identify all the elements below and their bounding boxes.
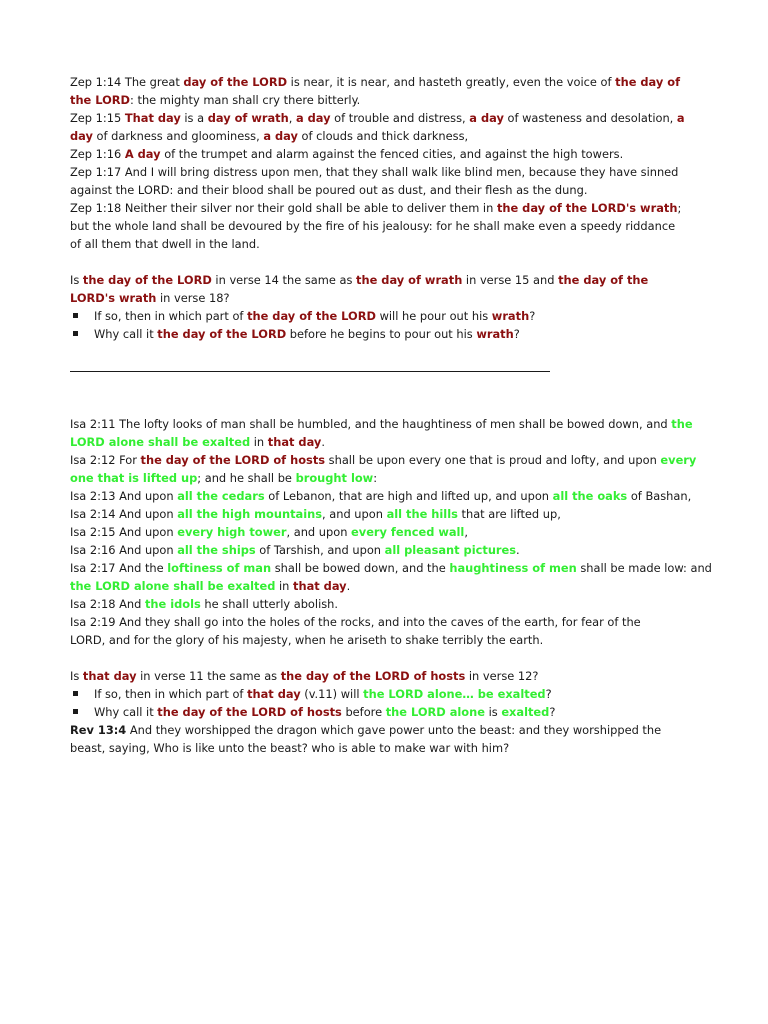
verse-text: of the trumpet and alarm against the fenced cities, and against the high towers. — [160, 147, 624, 161]
highlight-red-text: that day — [267, 435, 322, 449]
highlight-green-text: the LORD alone shall be exalted — [70, 579, 276, 593]
highlight-red-text: the day of wrath — [356, 273, 463, 287]
highlight-green-text: every high tower — [177, 525, 287, 539]
verse-text: , — [288, 111, 296, 125]
highlight-red-text: a day — [469, 111, 504, 125]
verse-text: Isa 2:13 And upon — [70, 489, 178, 503]
highlight-red-text: the day of the LORD — [82, 273, 212, 287]
verse-text: of Tarshish, and upon — [255, 543, 385, 557]
verse-text: in verse 11 the same as — [136, 669, 281, 683]
verse-text: Isa 2:19 And they shall go into the holes of the rocks, and into the caves of the earth, for fear of the — [70, 615, 641, 629]
verse-text: is near, it is near, and hasteth greatly, even the voice of — [287, 75, 616, 89]
verse-text: in — [250, 435, 268, 449]
text-line — [70, 559, 712, 577]
highlight-green-text: the — [671, 417, 693, 431]
verse-text: in verse 12? — [465, 669, 539, 683]
verse-text: that are lifted up, — [457, 507, 561, 521]
verse-text: : — [373, 471, 378, 485]
highlight-red-text: a — [676, 111, 685, 125]
verse-text: of all them that dwell in the land. — [70, 237, 260, 251]
verse-text: ? — [545, 687, 552, 701]
text-line — [70, 289, 706, 307]
verse-text: And they worshipped the dragon which gave power unto the beast: and they worshipped the — [126, 723, 662, 737]
bullet-item — [70, 685, 706, 703]
verse-text: of Bashan, — [627, 489, 692, 503]
highlight-red-text: day of wrath — [207, 111, 289, 125]
verse-text: Zep 1:18 Neither their silver nor their gold shall be able to deliver them in — [70, 201, 497, 215]
verse-text: Is — [70, 669, 83, 683]
text-line — [70, 613, 706, 631]
highlight-green-text: one that is lifted up — [70, 471, 198, 485]
verse-text: , and upon — [286, 525, 352, 539]
verse-text: . — [516, 543, 520, 557]
highlight-red-text: that day — [82, 669, 137, 683]
verse-text: before he begins to pour out his — [286, 327, 477, 341]
verse-text: , — [464, 525, 468, 539]
verse-text: will he pour out his — [375, 309, 492, 323]
verse-text: is a — [180, 111, 208, 125]
highlight-red-text: that day — [293, 579, 347, 593]
text-line — [70, 127, 706, 145]
verse-text: . — [346, 579, 351, 593]
bullet-item — [70, 325, 706, 343]
highlight-red-text: wrath — [476, 327, 514, 341]
highlight-red-text: the day of the LORD's wrath — [496, 201, 678, 215]
highlight-red-text: the LORD — [70, 93, 131, 107]
text-line — [70, 73, 706, 91]
highlight-green-text: loftiness of man — [167, 561, 272, 575]
text-line — [70, 541, 706, 559]
text-line — [70, 739, 706, 757]
highlight-green-text: the LORD alone — [385, 705, 485, 719]
verse-text: ? — [549, 705, 556, 719]
verse-text: (v.11) will — [300, 687, 364, 701]
verse-text: ? — [529, 309, 536, 323]
highlight-green-text: all pleasant pictures — [384, 543, 517, 557]
highlight-red-text: That day — [124, 111, 181, 125]
text-line — [70, 667, 706, 685]
verse-text: Is — [70, 273, 83, 287]
verse-text: of wasteness and desolation, — [503, 111, 677, 125]
verse-text: , and upon — [322, 507, 387, 521]
text-line — [70, 199, 706, 217]
highlight-green-text: every — [660, 453, 697, 467]
verse-text: ; and he shall be — [197, 471, 296, 485]
text-line — [70, 145, 706, 163]
bullet-item — [70, 703, 706, 721]
verse-text: in verse 14 the same as — [211, 273, 357, 287]
text-line — [70, 595, 706, 613]
verse-text: Isa 2:12 For — [70, 453, 141, 467]
text-line — [70, 163, 706, 181]
verse-text: Why call it — [94, 705, 158, 719]
verse-text: Zep 1:16 — [70, 147, 125, 161]
text-line — [70, 109, 706, 127]
verse-text: If so, then in which part of — [94, 687, 248, 701]
text-line — [70, 91, 706, 109]
highlight-red-text: LORD's wrath — [70, 291, 157, 305]
verse-text: ; — [677, 201, 682, 215]
highlight-green-text: all the ships — [177, 543, 256, 557]
text-line — [70, 721, 706, 739]
highlight-red-text: day of the LORD — [183, 75, 288, 89]
verse-text: of trouble and distress, — [330, 111, 470, 125]
highlight-green-text: every fenced wall — [351, 525, 465, 539]
verse-text: Zep 1:17 And I will bring distress upon men, that they shall walk like blind men, because they have sinned — [70, 165, 679, 179]
verse-text: of clouds and thick darkness, — [297, 129, 469, 143]
highlight-red-text: a day — [295, 111, 331, 125]
blank-line — [70, 253, 706, 271]
verse-text: LORD, and for the glory of his majesty, when he ariseth to shake terribly the earth. — [70, 633, 544, 647]
verse-text: against the LORD: and their blood shall be poured out as dust, and their flesh as the dung. — [70, 183, 588, 197]
verse-text: Isa 2:14 And upon — [70, 507, 178, 521]
highlight-red-text: a day — [263, 129, 298, 143]
verse-text: ? — [513, 327, 520, 341]
separator-block — [70, 343, 706, 415]
highlight-red-text: the day of the LORD of hosts — [140, 453, 326, 467]
verse-text: is — [484, 705, 502, 719]
bullet-item — [70, 307, 706, 325]
highlight-green-text: haughtiness of men — [449, 561, 577, 575]
highlight-red-text: the day of the — [558, 273, 649, 287]
verse-text: but the whole land shall be devoured by the fire of his jealousy: for he shall make even a speedy riddance — [70, 219, 676, 233]
verse-text: Isa 2:17 And the — [70, 561, 168, 575]
verse-text: in verse 18? — [156, 291, 230, 305]
verse-text: in — [275, 579, 294, 593]
text-line — [70, 631, 706, 649]
verse-text: Isa 2:15 And upon — [70, 525, 178, 539]
text-line — [70, 523, 706, 541]
highlight-green-text: the idols — [144, 597, 201, 611]
text-line — [70, 181, 706, 199]
highlight-green-text: all the hills — [386, 507, 458, 521]
highlight-green-text: exalted — [501, 705, 550, 719]
verse-text: before — [341, 705, 386, 719]
highlight-green-text: all the oaks — [552, 489, 628, 503]
text-line — [70, 469, 706, 487]
highlight-red-text: the day of the LORD of hosts — [157, 705, 342, 719]
verse-text: Isa 2:11 The lofty looks of man shall be humbled, and the haughtiness of men shall be bowed down, and — [70, 417, 672, 431]
verse-text: he shall utterly abolish. — [200, 597, 339, 611]
highlight-green-text: brought low — [295, 471, 374, 485]
verse-text: shall be upon every one that is proud and lofty, and upon — [325, 453, 661, 467]
highlight-red-text: the day of the LORD of hosts — [280, 669, 466, 683]
highlight-red-text: wrath — [491, 309, 530, 323]
verse-text: shall be bowed down, and the — [271, 561, 450, 575]
verse-text: shall be made low: and — [576, 561, 712, 575]
highlight-red-text: that day — [247, 687, 301, 701]
verse-text: Zep 1:15 — [70, 111, 125, 125]
verse-text: If so, then in which part of — [94, 309, 248, 323]
text-line — [70, 271, 706, 289]
verse-text: Isa 2:16 And upon — [70, 543, 178, 557]
text-line — [70, 577, 706, 595]
text-line — [70, 415, 706, 433]
verse-text: Why call it — [94, 327, 158, 341]
verse-text: in verse 15 and — [462, 273, 559, 287]
verse-text: . — [321, 435, 325, 449]
blank-line — [70, 649, 706, 667]
highlight-green-text: all the high mountains — [177, 507, 323, 521]
highlight-red-text: the day of the LORD — [157, 327, 287, 341]
verse-text: beast, saying, Who is like unto the beast? who is able to make war with him? — [70, 741, 510, 755]
highlight-red-text: the day of the LORD — [247, 309, 376, 323]
bold-reference-text: Rev 13:4 — [70, 723, 127, 737]
text-line — [70, 433, 706, 451]
highlight-green-text: the LORD alone… be exalted — [363, 687, 546, 701]
highlight-red-text: day — [70, 129, 93, 143]
document-page — [70, 73, 712, 757]
verse-text: of Lebanon, that are high and lifted up, and upon — [264, 489, 553, 503]
verse-text: of darkness and gloominess, — [92, 129, 264, 143]
verse-text: Isa 2:18 And — [70, 597, 145, 611]
text-line — [70, 487, 706, 505]
text-line — [70, 451, 706, 469]
verse-text: : the mighty man shall cry there bitterly. — [130, 93, 361, 107]
highlight-green-text: all the cedars — [177, 489, 265, 503]
highlight-red-text: A day — [124, 147, 161, 161]
text-line — [70, 235, 706, 253]
highlight-red-text: the day of — [615, 75, 681, 89]
text-line — [70, 505, 706, 523]
text-line — [70, 217, 706, 235]
highlight-green-text: LORD alone shall be exalted — [70, 435, 251, 449]
verse-text: Zep 1:14 The great — [70, 75, 184, 89]
